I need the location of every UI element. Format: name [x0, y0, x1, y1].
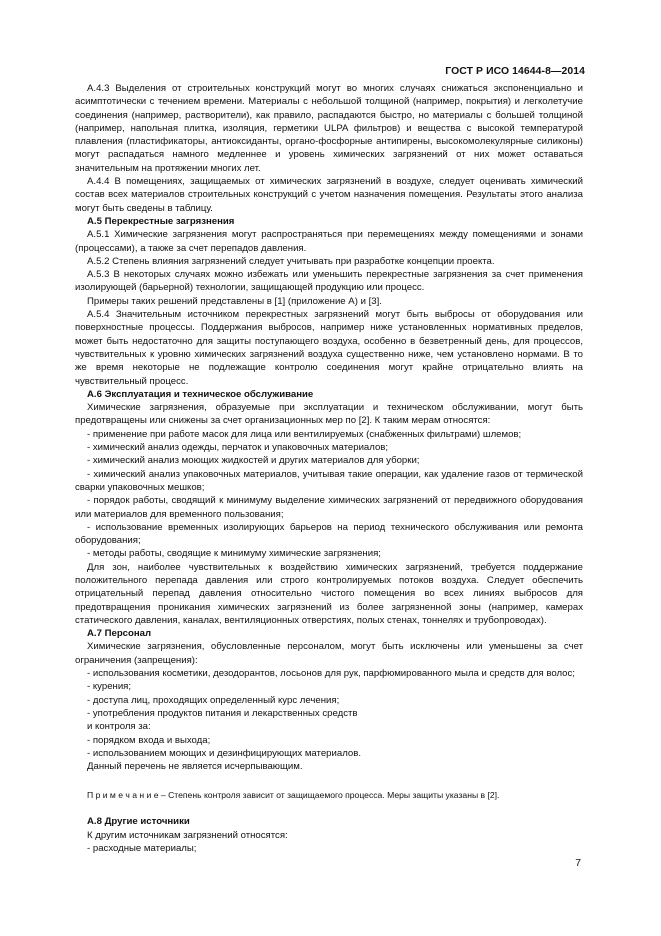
paragraph-a44: А.4.4 В помещениях, защищаемых от химических загрязнений в воздухе, следует оценивать химический состав всех материалов строительных конструкций с учетом назначения помещения. Результаты этого анализа могут быть сведены в таблицу. [75, 176, 583, 214]
document-header: ГОСТ Р ИСО 14644-8—2014 [445, 66, 585, 77]
list-item: - химический анализ моющих жидкостей и других материалов для уборки; [87, 455, 420, 467]
heading-a5: А.5 Перекрестные загрязнения [87, 215, 235, 227]
paragraph-a8: К другим источникам загрязнений относятся: [87, 829, 288, 841]
paragraph-a6-zones: Для зон, наиболее чувствительных к воздействию химических загрязнений, требуется поддержание положительного перепада давления или строго контролируемых потоков воздуха. Следует обеспечить отрицательный перепад давления относительно чистого помещения во всех линиях выбросов для предотвращения проникания химических загрязнений из более загрязненной зоны (например, камерах статического давления, каналах, вентиляционных отверстиях, полых стенах, тоннелях и трубопроводах). [75, 561, 583, 626]
paragraph-a7-end: Данный перечень не является исчерпывающим. [87, 761, 303, 773]
paragraph-a7-control: и контроля за: [87, 721, 151, 733]
list-item: - доступа лиц, проходящих определенный курс лечения; [87, 694, 340, 706]
list-item: - использованием моющих и дезинфицирующих материалов. [87, 747, 361, 759]
list-item: - расходные материалы; [87, 843, 197, 855]
note: П р и м е ч а н и е – Степень контроля зависит от защищаемого процесса. Меры защиты указаны в [2]. [87, 790, 500, 801]
heading-a8: А.8 Другие источники [87, 816, 190, 828]
paragraph-a7: Химические загрязнения, обусловленные персоналом, могут быть исключены или уменьшены за счет ограничения (запрещения): [75, 641, 583, 666]
document-body [75, 82, 583, 855]
paragraph-a53-examples: Примеры таких решений представлены в [1] (приложение А) и [3]. [87, 295, 382, 307]
paragraph-a6: Химические загрязнения, образуемые при эксплуатации и техническом обслуживании, могут быть предотвращены или снижены за счет организационных мер по [2]. К таким мерам относятся: [75, 402, 583, 427]
list-item: - химический анализ упаковочных материалов, учитывая такие операции, как удаление газов от термической сварки упаковочных мешков; [75, 468, 583, 493]
paragraph-a53: А.5.3 В некоторых случаях можно избежать или уменьшить перекрестные загрязнения за счет применения изолирующей (барьерной) технологии, защищающей продукцию или процесс. [75, 269, 583, 294]
paragraph-a52: А.5.2 Степень влияния загрязнений следует учитывать при разработке концепции проекта. [87, 255, 495, 267]
paragraph-a43: А.4.3 Выделения от строительных конструкций могут во многих случаях снижаться экспоненциально и асимптотически с течением времени. Материалы с небольшой толщиной (например, покрытия) и легколетучие соединения (например, растворители), как правило, распадаются быстро, но материалы с большей толщиной (например, напольная плитка, изоляция, герметики ULPA фильтров) и вещества с высокой температурой плавления (пластификаторы, антиоксиданты, органо-фосфорные антипирены, высокомолекулярные силиконы) могут распадаться намного медленнее и уровень химических загрязнений от них может оставаться значительным на протяжении многих лет. [75, 83, 583, 174]
list-item: - применение при работе масок для лица или вентилируемых (снабженных фильтрами) шлемов; [87, 428, 522, 440]
list-item: - порядком входа и выхода; [87, 734, 211, 746]
heading-a6: А.6 Эксплуатация и техническое обслуживание [87, 388, 314, 400]
list-item: - химический анализ одежды, перчаток и упаковочных материалов; [87, 442, 389, 454]
page-number: 7 [575, 858, 581, 869]
list-item: - курения; [87, 681, 132, 693]
paragraph-a51: А.5.1 Химические загрязнения могут распространяться при перемещениях между помещениями и зонами (процессами), а также за счет перепадов давления. [75, 229, 583, 254]
list-item: - методы работы, сводящие к минимуму химические загрязнения; [87, 548, 381, 560]
paragraph-a54: А.5.4 Значительным источником перекрестных загрязнений могут быть выбросы от оборудования или поверхностные процессы. Поддержания выбросов, например ниже установленных нормативных пределов, может быть недостаточно для защиты поступающего воздуха, особенно в безветренный день, для процессов, чувствительных к уровню химических загрязнений воздуха существенно ниже, чем установлено нормами. В то же время некоторые не подлежащие контролю соединения могут крайне отрицательно влиять на чувствительный процесс. [75, 309, 583, 387]
list-item: - порядок работы, сводящий к минимуму выделение химических загрязнений от передвижного оборудования или материалов для временного пользования; [75, 495, 583, 520]
list-item: - использование временных изолирующих барьеров на период технического обслуживания или ремонта оборудования; [75, 521, 583, 547]
heading-a7: А.7 Персонал [87, 628, 152, 640]
list-item: - использования косметики, дезодорантов, лосьонов для рук, парфюмированного мыла и средств для волос; [87, 668, 575, 680]
list-item: - употребления продуктов питания и лекарственных средств [87, 707, 358, 719]
